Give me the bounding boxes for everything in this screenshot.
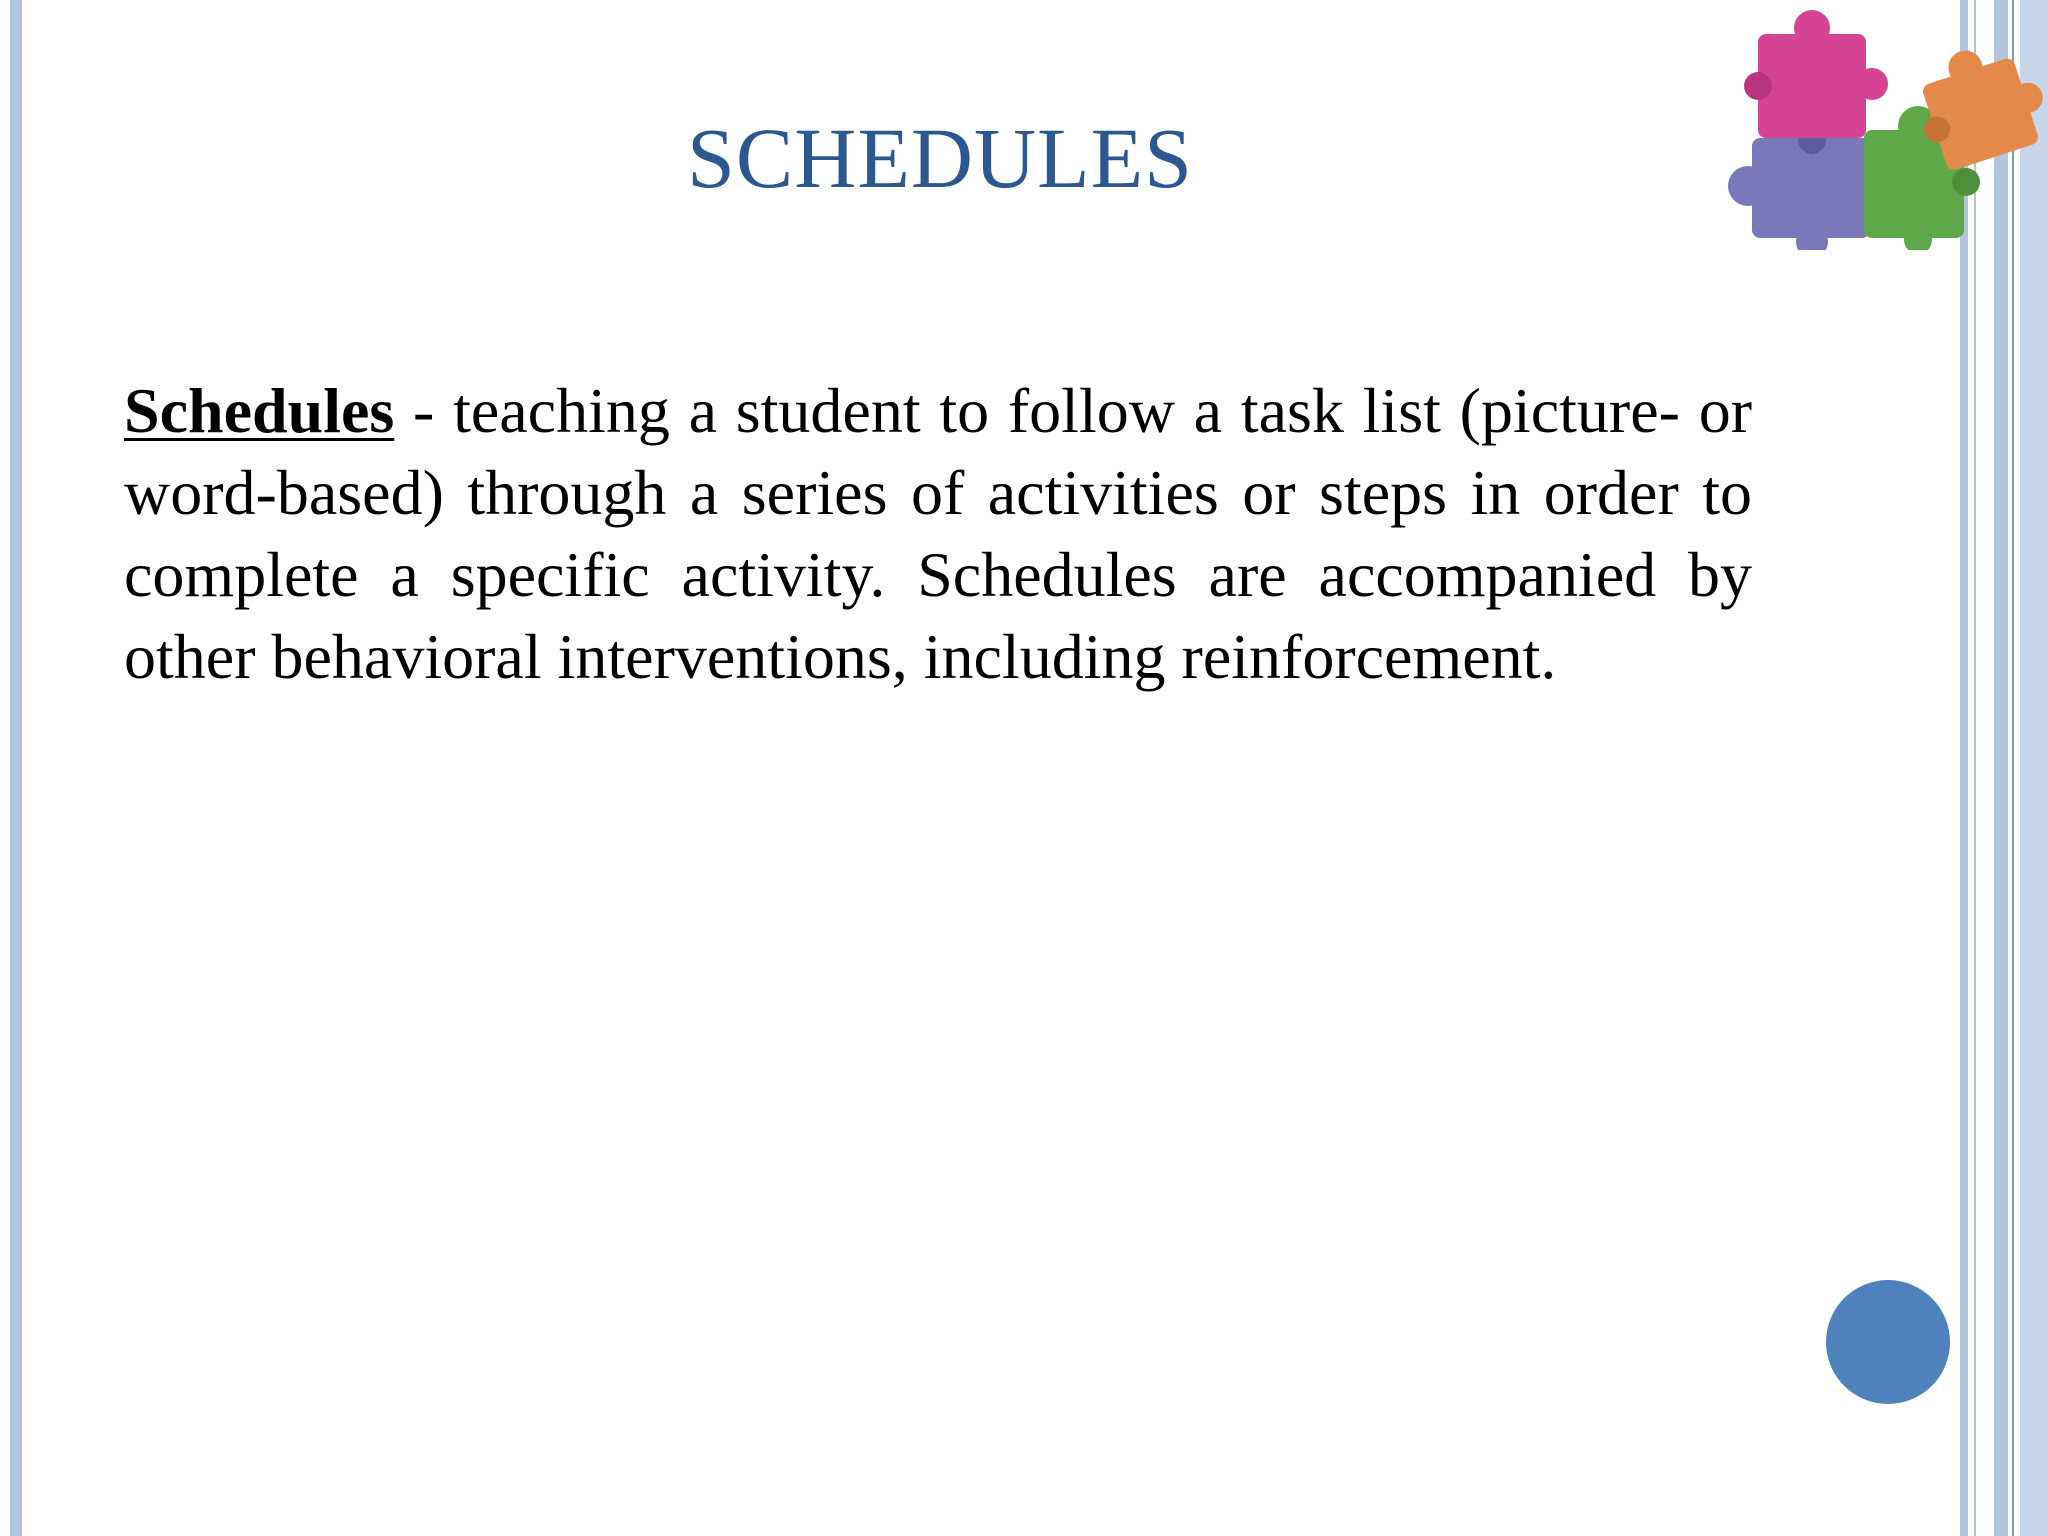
accent-circle [1826,1280,1950,1404]
slide-body [124,370,1752,698]
magenta-puzzle-piece [1744,10,1888,138]
term-definition: - teaching a student to follow a task list (picture- or word-based) through a series of activities or steps in order to complete a specific activity. Schedules are accompanied by other behavioral interventions, including reinforcement. [124,375,1752,692]
purple-puzzle-piece [1728,126,1870,250]
left-border-bar [10,0,22,1536]
puzzle-pieces-icon [1722,6,2048,250]
defined-term: Schedules [124,375,395,446]
slide-title: SCHEDULES [687,110,1193,206]
